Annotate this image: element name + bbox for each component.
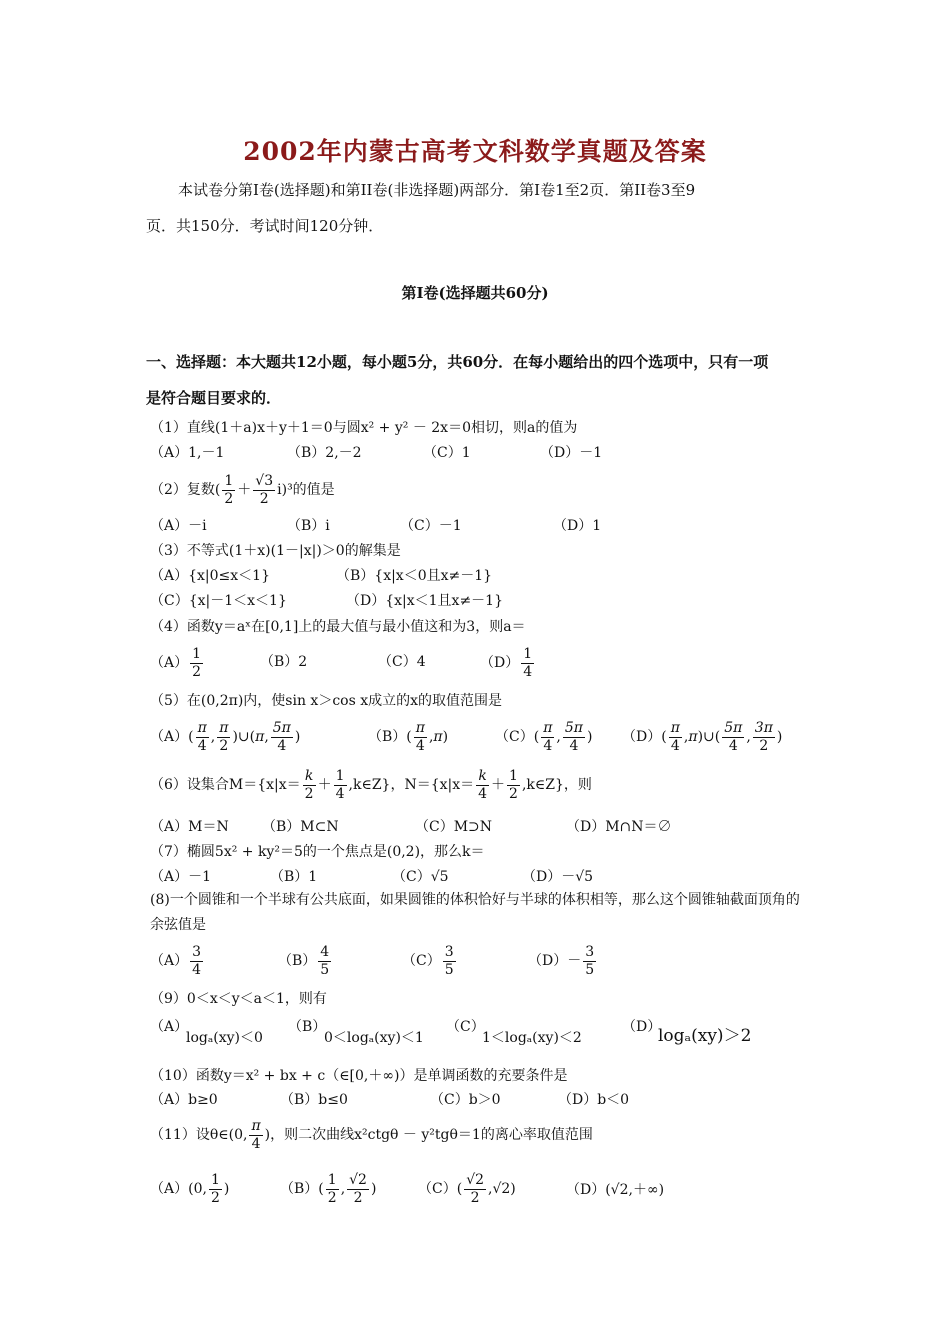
q11-option-a	[150, 1170, 229, 1208]
q8-option-a-num: 3	[192, 943, 202, 960]
instruction	[146, 344, 811, 416]
q1-option-b: （B）2,－2	[287, 445, 362, 461]
q5-option-a: （A）( $\frac{\pi}{4}$ , $\frac{\pi}{2}$ )∪(π, $\frac{5\pi}{4}$ )	[150, 719, 301, 754]
q2-fraction-1-den: 2	[224, 490, 234, 507]
q5-option-d-label: （D）	[622, 729, 662, 745]
q8-option-d-label: （D）－	[528, 953, 582, 969]
q2-option-c: （C）－1	[400, 518, 462, 534]
intro-line-1: 本试卷分第Ⅰ卷(选择题)和第II卷(非选择题)两部分．第Ⅰ卷1至2页．第II卷3至9	[178, 181, 696, 199]
q3-option-d: （D）{x|x＜1且x≠－1}	[346, 593, 503, 609]
q6-frac-2	[334, 768, 347, 803]
q2-stem-tail: i)³的值是	[277, 482, 335, 498]
q11-stem	[150, 1116, 593, 1154]
q5-c-frac-1-num: π	[543, 719, 553, 736]
q6-stem-b: ,k∈Z}，N＝{x|x＝	[348, 777, 475, 793]
q5-c-frac-2	[563, 720, 585, 755]
q11-frac-den: 4	[249, 1135, 262, 1153]
q8-option-d-fraction	[583, 944, 596, 979]
q11-option-b-den-2: 2	[347, 1189, 369, 1207]
q11-option-c-pre: (	[456, 1181, 463, 1197]
q4-option-a-num: 1	[192, 645, 202, 662]
q5-d-frac-1-num: π	[670, 719, 680, 736]
q1-stem: （1）直线(1＋a)x＋y＋1＝0与圆x² + y² － 2x＝0相切，则a的值为	[150, 420, 578, 436]
q11-option-b-post: )	[370, 1181, 377, 1197]
q8-option-c-label: （C）	[402, 953, 441, 969]
intro-paragraph	[146, 172, 811, 244]
q2-plus: ＋	[237, 482, 252, 498]
q8-option-a-label: （A）	[150, 953, 189, 969]
q11-option-c-label: （C）	[418, 1181, 457, 1197]
q5-d-frac-1	[669, 720, 682, 755]
q9-option-d: logₐ(xy)＞2	[658, 1026, 752, 1046]
q2-fraction-2-num: √3	[255, 472, 274, 489]
q6-frac-3-num: k	[478, 767, 487, 784]
q1-option-a: （A）1,－1	[150, 445, 225, 461]
q11-frac-num: π	[251, 1117, 261, 1134]
q3-option-c: （C）{x|－1＜x＜1}	[150, 593, 287, 609]
q2-stem-head: （2）复数(	[150, 482, 221, 498]
q6-stem-c: ,k∈Z}，则	[521, 777, 592, 793]
q5-d-pi: π	[688, 729, 698, 745]
q11-option-c	[418, 1170, 516, 1208]
q8-stem: (8)一个圆锥和一个半球有公共底面，如果圆锥的体积恰好与半球的体积相等，那么这个圆锥轴截面顶角的余弦值是	[150, 892, 800, 933]
q5-a-frac-1-den: 4	[196, 737, 209, 755]
q9-option-a: logₐ(xy)＜0	[186, 1030, 263, 1046]
q11-option-c-fraction	[464, 1172, 486, 1207]
q11-option-c-den: 2	[464, 1189, 486, 1207]
q5-a-frac-2	[217, 720, 230, 755]
q3-option-a: （A）{x|0≤x＜1}	[150, 568, 270, 584]
q5-d-frac-2	[722, 720, 744, 755]
q5-a-frac-2-den: 2	[217, 737, 230, 755]
q4-option-d-den: 4	[523, 663, 533, 680]
q9-option-d-label: （D）	[622, 1019, 662, 1035]
q11-option-b: （B）( $\frac{1}{2}$ , $\frac{√2}{2}$ )	[280, 1171, 377, 1206]
q8-option-c	[402, 942, 458, 980]
q11-option-c-post: ,√2)	[488, 1181, 516, 1197]
q6-frac-1	[303, 768, 316, 803]
q5-a-frac-3-den: 4	[271, 737, 293, 755]
q6-frac-3	[476, 768, 489, 803]
q6-option-a: （A）M＝N	[150, 819, 229, 835]
q8-option-a	[150, 942, 205, 980]
q5-d-frac-3	[753, 720, 775, 755]
q5-option-c-label: （C）	[495, 729, 534, 745]
q6-frac-4-den: 2	[509, 785, 518, 802]
q5-option-a-label: （A）	[150, 729, 189, 745]
q5-stem: （5）在(0,2π)内，使sin x＞cos x成立的x的取值范围是	[150, 693, 503, 709]
q6-plus-2: ＋	[491, 777, 506, 793]
q8-option-b-den: 5	[320, 961, 330, 978]
q4-option-c: （C）4	[378, 654, 426, 670]
intro-line-2: 页．共150分．考试时间120分钟．	[146, 217, 384, 235]
q10-option-a: （A）b≥0	[150, 1092, 218, 1108]
q8-option-d-den: 5	[585, 961, 595, 978]
q2-fraction-2-den: 2	[253, 490, 275, 508]
q5-c-frac-2-num: 5π	[564, 719, 583, 736]
q2-stem	[150, 472, 335, 508]
q5-c-frac-2-den: 4	[563, 737, 585, 755]
q6-plus-1: ＋	[317, 777, 332, 793]
q11-option-a-num: 1	[210, 1171, 220, 1188]
q11-option-b-label: （B）	[280, 1181, 319, 1197]
instruction-line-2: 是符合题目要求的．	[146, 389, 282, 407]
q9-option-b-label: （B）	[288, 1019, 327, 1035]
q8-option-b-label: （B）	[278, 953, 317, 969]
q2-fraction-2	[253, 473, 275, 508]
q11-stem-a: （11）设θ∈(0,	[150, 1127, 248, 1143]
q11-option-b-den-1: 2	[327, 1189, 337, 1206]
q6-option-b: （B）M⊂N	[262, 819, 339, 835]
q7-stem: （7）椭圆5x² + ky²＝5的一个焦点是(0,2)，那么k＝	[150, 844, 485, 860]
q10-option-d: （D）b＜0	[558, 1092, 630, 1108]
q6-frac-2-num: 1	[335, 767, 345, 784]
section-title: 第Ⅰ卷(选择题共60分)	[401, 284, 549, 302]
q1-option-d: （D）－1	[540, 445, 603, 461]
q11-option-b-num-2: √2	[349, 1171, 367, 1188]
instruction-line-1: 一、选择题：本大题共12小题，每小题5分，共60分．在每小题给出的四个选项中，只有一项	[146, 353, 769, 371]
q5-b-frac-1-den: 4	[414, 737, 427, 755]
q5-option-b: （B）( $\frac{\pi}{4}$ ,π)	[368, 719, 449, 754]
q5-b-frac-1-num: π	[415, 719, 425, 736]
q8-option-d	[528, 942, 598, 980]
q8-option-a-fraction	[190, 944, 203, 979]
q4-option-d-num: 1	[523, 645, 533, 662]
q6-option-d: （D）M∩N＝∅	[566, 819, 672, 835]
q3-option-b: （B）{x|x＜0且x≠－1}	[336, 568, 493, 584]
q11-option-c-num: √2	[466, 1171, 485, 1188]
q5-a-frac-3	[271, 720, 293, 755]
q5-option-d: （D）( $\frac{\pi}{4}$ ,π)∪( $\frac{5\pi}{4}$ , $\frac{3\pi}{2}$ )	[622, 719, 783, 754]
q7-option-a: （A）－1	[150, 869, 212, 885]
q6-stem	[150, 766, 592, 804]
q8-option-b-num: 4	[320, 943, 330, 960]
q2-option-d: （D）1	[553, 518, 602, 534]
q8-option-c-den: 5	[444, 961, 454, 978]
q11-option-a-den: 2	[210, 1189, 220, 1206]
q5-a-frac-2-num: π	[219, 719, 229, 736]
q8-option-d-num: 3	[585, 943, 595, 960]
q6-option-c: （C）M⊃N	[415, 819, 493, 835]
q11-option-b-num-1: 1	[327, 1171, 337, 1188]
q5-d-frac-2-den: 4	[722, 737, 744, 755]
q11-frac	[249, 1118, 262, 1153]
q9-option-b: 0＜logₐ(xy)＜1	[324, 1030, 424, 1046]
q5-d-frac-3-den: 2	[753, 737, 775, 755]
q7-option-b: （B）1	[270, 869, 318, 885]
q9-option-a-label: （A）	[150, 1019, 189, 1035]
q5-c-frac-1	[541, 720, 554, 755]
q4-stem: （4）函数y＝aˣ在[0,1]上的最大值与最小值这和为3，则a＝	[150, 619, 526, 635]
q10-option-b: （B）b≤0	[280, 1092, 348, 1108]
q6-frac-4-num: 1	[509, 767, 518, 784]
q4-option-d-label: （D）	[480, 655, 520, 671]
q5-a-frac-1-num: π	[197, 719, 207, 736]
q6-frac-3-den: 4	[478, 785, 488, 802]
q4-option-d	[480, 645, 536, 681]
q11-option-a-fraction	[209, 1172, 222, 1207]
q5-option-c: （C）( $\frac{\pi}{4}$ , $\frac{5\pi}{4}$ )	[495, 719, 593, 754]
q11-option-a-post: )	[223, 1181, 230, 1197]
q8-option-a-den: 4	[192, 961, 202, 978]
q8-option-c-fraction	[443, 944, 456, 979]
q11-option-d: （D）(√2,＋∞)	[566, 1182, 665, 1198]
q4-option-a-fraction	[190, 646, 203, 681]
q5-d-frac-2-num: 5π	[724, 719, 743, 736]
q5-a-frac-1	[196, 720, 209, 755]
q5-a-pi: π	[255, 729, 265, 745]
q7-option-c: （C）√5	[392, 869, 449, 885]
q7-option-d: （D）－√5	[522, 869, 594, 885]
q2-option-b: （B）i	[287, 518, 330, 534]
q8-option-c-num: 3	[444, 943, 454, 960]
q1-option-c: （C）1	[423, 445, 471, 461]
q4-option-d-fraction	[521, 646, 534, 681]
q6-frac-2-den: 4	[335, 785, 345, 802]
q8-option-b-fraction	[318, 944, 331, 979]
q11-option-b-pre: (	[318, 1181, 324, 1197]
q5-option-b-label: （B）	[368, 729, 407, 745]
q4-option-a-label: （A）	[150, 655, 189, 671]
q2-fraction-1-num: 1	[224, 472, 234, 489]
q10-option-c: （C）b＞0	[430, 1092, 501, 1108]
q9-option-c-label: （C）	[446, 1019, 485, 1035]
q6-stem-a: （6）设集合M＝{x|x＝	[150, 777, 301, 793]
q11-stem-b: )，则二次曲线x²ctgθ － y²tgθ＝1的离心率取值范围	[264, 1127, 593, 1143]
q4-option-a	[150, 645, 205, 681]
q5-b-frac-1	[414, 720, 427, 755]
q5-b-pi: π	[433, 729, 443, 745]
q11-option-a-label: （A）	[150, 1181, 189, 1197]
q4-option-a-den: 2	[192, 663, 202, 680]
q9-option-c: 1＜logₐ(xy)＜2	[482, 1030, 582, 1046]
q8-option-b	[278, 942, 333, 980]
q11-option-b-fraction-1	[326, 1172, 339, 1207]
q5-d-frac-1-den: 4	[669, 737, 682, 755]
q5-d-frac-3-num: 3π	[754, 719, 773, 736]
q11-option-b-fraction-2	[347, 1172, 369, 1207]
q5-a-frac-3-num: 5π	[272, 719, 291, 736]
q6-frac-4	[507, 768, 520, 803]
q2-fraction-1	[222, 473, 235, 508]
q9-stem: （9）0＜x＜y＜a＜1，则有	[150, 991, 327, 1007]
q2-option-a: （A）－i	[150, 518, 207, 534]
q3-stem: （3）不等式(1＋x)(1－|x|)＞0的解集是	[150, 543, 401, 559]
q11-option-a-pre: (0,	[188, 1181, 207, 1197]
q4-option-b: （B）2	[260, 654, 308, 670]
q5-c-frac-1-den: 4	[541, 737, 554, 755]
q6-frac-1-den: 2	[304, 785, 314, 802]
q6-frac-1-num: k	[304, 767, 314, 784]
q10-stem: （10）函数y＝x² + bx + c（∈[0,＋∞)）是单调函数的充要条件是	[150, 1068, 568, 1084]
page-title: 2002年内蒙古高考文科数学真题及答案	[243, 137, 707, 166]
